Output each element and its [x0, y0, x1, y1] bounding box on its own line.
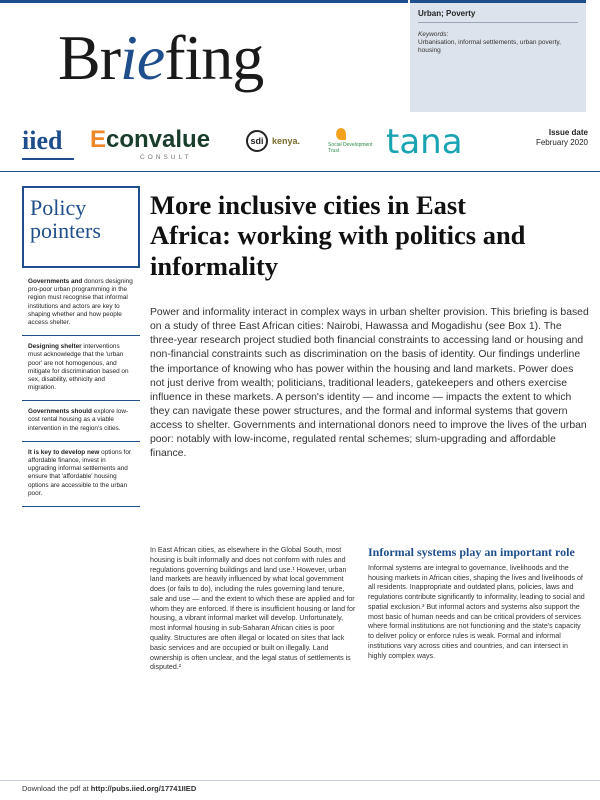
section-body: Informal systems are integral to governance, livelihoods and the housing markets in African cities, shaping the lives and livelihoods of all residents. Inappropriate and outdated plans, policies, laws and regulations contribute significantly to informality, leading to social and spatial exclusion.³ But informal actors and systems also support the most basic of human needs and can be critical providers of services where formal institutions are not functioning and the state's capacity to deliver policy or enforce rules is weak. Formal and informal institutions vary across cities and countries, and can intersect in highly complex ways.: [368, 563, 585, 660]
convalue-consult-text: CONSULT: [140, 154, 192, 161]
policy-pointer-text: options for affordable finance, invest in upgrading informal settlements and ensure that 'affordable' housing options are accessible to the urban poor.: [28, 448, 132, 497]
policy-pointer: [22, 336, 140, 401]
masthead: [0, 0, 600, 118]
partner-logos: [0, 122, 600, 172]
policy-pointer-text: interventions must acknowledge that the 'urban poor' are not homogenous, and mitigate for discrimination based on sex, disability, ethnicity and migration.: [28, 343, 129, 392]
body-column-left: In East African cities, as elsewhere in the Global South, most housing is built informally and does not conform with rules and regulations governing buildings and land use.¹ However, urban land markets are heavily influenced by what local government does (or fails to do), including the rules governing land tenure, sale and use — and the extent to which these are applied and for whom they are enforced. If there is insufficient housing or land for housing, a vibrant informal market will develop. Unfortunately, most informal housing in sub-Saharan African cities is poor quality. Structures are often illegal or located on sites that lack basic services and are occupied or built on illegally. Land ownership is often unclear, and the legal status of settlements is disputed.²: [150, 546, 356, 672]
topic-label: Urban; Poverty: [418, 9, 476, 18]
policy-pointer: [22, 442, 140, 507]
section-heading: Informal systems play an important role: [368, 545, 575, 559]
briefing-title: More inclusive cities in East Africa: working with politics and informality: [150, 190, 526, 281]
brand-text-ie: ie: [120, 22, 165, 93]
brand-text-end: fing: [164, 22, 264, 93]
policy-pointer-text: explore low-cost rental housing as a viable intervention in the region's cities.: [28, 408, 129, 432]
issue-date-value: February 2020: [535, 138, 588, 147]
policy-pointer-lead: Governments should: [28, 408, 92, 416]
download-link[interactable]: http://pubs.iied.org/17741IIED: [90, 784, 197, 793]
policy-pointers-title: Policy pointers: [30, 195, 101, 244]
policy-pointer: [22, 268, 140, 336]
footer: [22, 784, 196, 793]
topic-panel: [410, 0, 586, 112]
sdi-kenya-text: kenya.: [272, 136, 301, 146]
lead-paragraph: Power and informality interact in complex ways in urban shelter provision. This briefing is based on a study of three East African cities: Nairobi, Hawassa and Mogadishu (see Box 1). The three-year research project studied both financial constraints to accessing land or housing and non-financial constraints such as discrimination on the basis of identity. Our findings underline the importance of knowing who has power within the housing and land markets. Power does not just derive from wealth; politicians, traditional leaders, gatekeepers and others exercise influence in these markets. A person's identity — and income — impacts the extent to which they can navigate these power structures, and the formal and informal systems that govern access to shelter. Governments and international donors need to improve the lives of the urban poor: notably with low-income, regulated rental schemes; slum-upgrading and affordable finance.: [150, 307, 589, 460]
body-column-right: [368, 546, 588, 662]
policy-pointers-sidebar: [22, 186, 140, 507]
keywords-value: Urbanisation, informal settlements, urban poverty, housing: [418, 39, 561, 55]
policy-pointer-lead: Governments and: [28, 278, 83, 285]
convalue-logo: [90, 126, 210, 154]
topic-divider: [418, 22, 578, 23]
policy-pointer: [22, 401, 140, 442]
brand-panel: [0, 0, 408, 112]
convalue-logo-mark: E: [90, 126, 107, 153]
briefing-wordmark: [58, 21, 263, 95]
policy-pointer-lead: Designing shelter: [28, 343, 82, 351]
convalue-logo-text: convalue: [106, 126, 211, 153]
footer-divider: [0, 780, 600, 781]
issue-date: [512, 128, 588, 147]
keywords-label: Keywords:: [418, 31, 449, 38]
social-development-trust-logo: Social Development Trust: [328, 142, 373, 154]
iied-logo-underline: [22, 158, 74, 160]
sdi-logo: sdi: [246, 130, 268, 152]
policy-pointer-text: donors designing pro-poor urban programming in the region must recognise that informal institutions and actors are key to shaping whether and how people access shelter.: [28, 278, 133, 326]
brand-text-start: Br: [58, 22, 120, 93]
policy-pointer-lead: It is key to develop new: [28, 448, 100, 456]
iied-logo: iied: [22, 126, 63, 155]
footer-prefix: Download the pdf at: [22, 784, 91, 793]
tana-logo: tana: [386, 122, 463, 162]
issue-date-label: Issue date: [548, 128, 588, 137]
policy-pointers-header: [22, 186, 140, 268]
